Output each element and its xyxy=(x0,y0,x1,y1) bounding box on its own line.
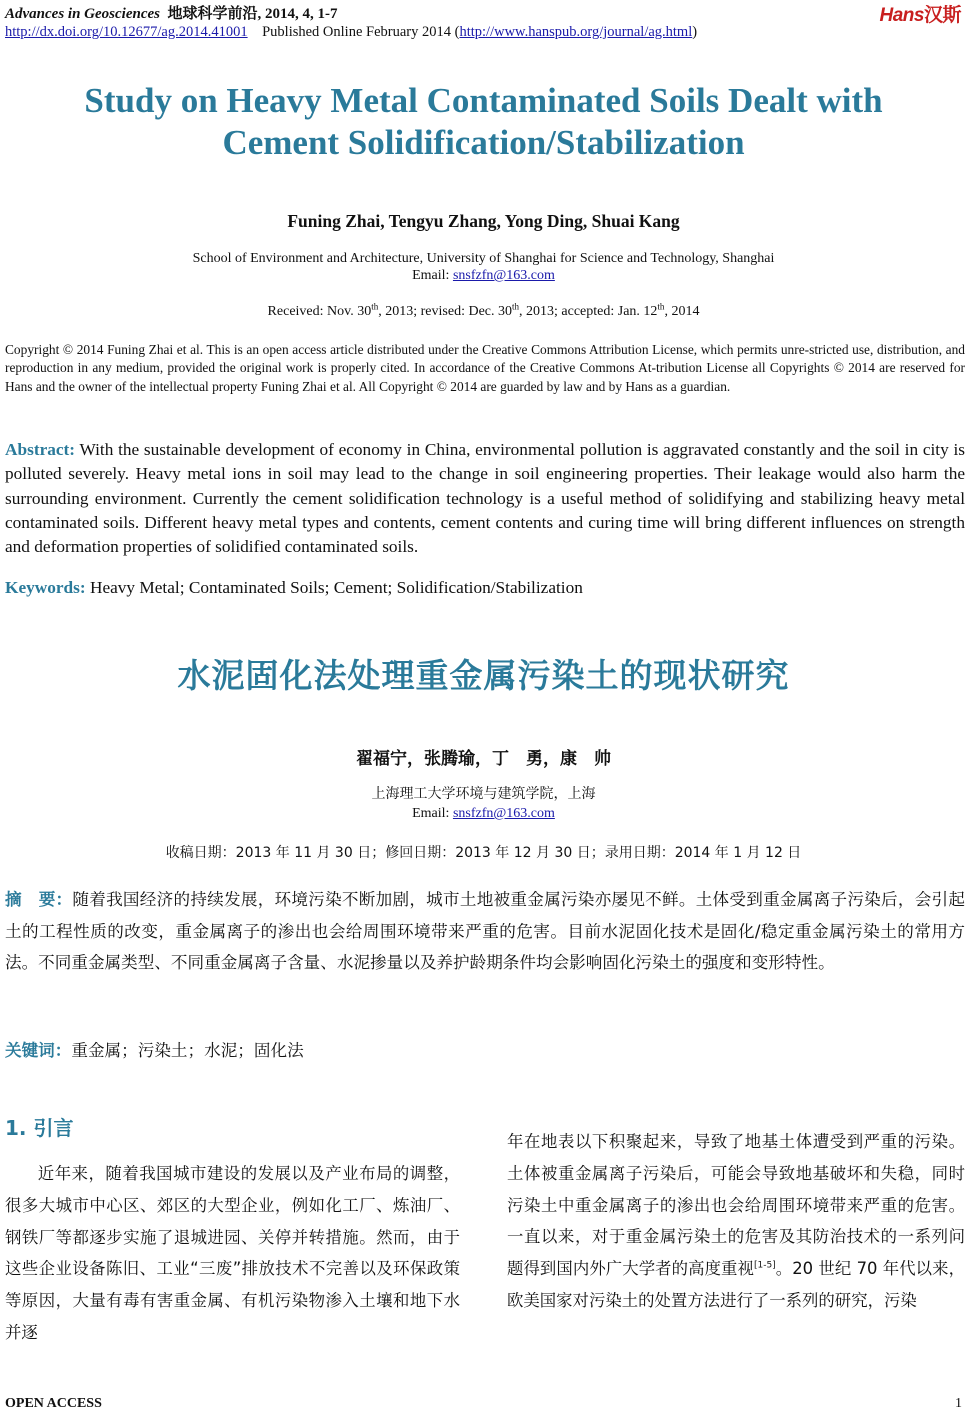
authors-zh: 翟福宁，张腾瑜，丁 勇，康 帅 xyxy=(356,749,611,769)
received-part: Received: Nov. 30 xyxy=(267,304,372,319)
published-suffix: ) xyxy=(692,24,698,40)
email-line-zh xyxy=(0,804,967,823)
body-column-right xyxy=(507,1126,965,1317)
page-number: 1 xyxy=(955,1396,962,1411)
keywords-label: Keywords: xyxy=(5,578,86,597)
section-1-heading: 1. 引言 xyxy=(5,1116,74,1140)
hans-logo xyxy=(880,0,961,27)
affiliation-en-block xyxy=(0,250,967,284)
keywords-zh xyxy=(5,1037,304,1061)
logo-text-en: Hans xyxy=(879,5,924,26)
abstract-zh-label: 摘 要： xyxy=(5,890,73,909)
abstract-text: With the sustainable development of economy in China, environmental pollution is aggravated constantly and the soil in city is polluted severely. Heavy metal ions in soil may lead to the change in soil engineering properties. Their leakage would also harm the surrounding environment. Currently the cement solidification technology is a useful method of solidifying and stabilizing heavy metal contaminated soils. Different heavy metal types and contents, cement contents and curing time will bring different influences on strength and deformation properties of solidified contaminated soils. xyxy=(5,440,965,557)
affiliation-en: School of Environment and Architecture, University of Shanghai for Science and Technology, Shanghai xyxy=(192,251,775,266)
doi-line xyxy=(5,24,697,41)
body-right-text: 年在地表以下积聚起来，导致了地基土体遭受到严重的污染。土体被重金属离子污染后，可能会导致地基破坏和失稳，同时污染土中重金属离子的渗出也会给周围环境带来严重的危害。一直以来，对于重金属污染土的危害及其防治技术的一系列问题得到国内外广大学者的高度重视 xyxy=(507,1132,965,1279)
keywords-en xyxy=(5,578,583,598)
copyright-notice: Copyright © 2014 Funing Zhai et al. This is an open access article distributed under the Creative Commons Attribution License, which permits unre-stricted use, distribution, and reproduction in any medium, provided the original work is properly cited. In accordance of the Creative Commons At-tribution License all Copyrights © 2014 are reserved for Hans and the owner of the intellectual property Funing Zhai et al. All Copyright © 2014 are guarded by law and by Hans as a guardian. xyxy=(5,342,965,394)
journal-header xyxy=(5,2,338,23)
ordinal-suffix: th xyxy=(512,301,520,312)
email-line-en xyxy=(0,267,967,284)
published-prefix: Published Online February 2014 ( xyxy=(262,24,460,40)
email-label: Email: xyxy=(412,806,453,821)
title-en-line-1: Study on Heavy Metal Contaminated Soils Dealt with xyxy=(84,81,883,120)
email-link-zh[interactable]: snsfzfn@163.com xyxy=(452,806,555,821)
journal-name-en: Advances in Geosciences xyxy=(5,6,160,22)
email-label: Email: xyxy=(412,268,453,283)
doi-link[interactable]: http://dx.doi.org/10.12677/ag.2014.41001 xyxy=(5,24,248,40)
accepted-part: , 2013; accepted: Jan. 12 xyxy=(519,304,658,319)
received-dates-zh: 收稿日期：2013 年 11 月 30 日；修回日期：2013 年 12 月 30 日；录用日期：2014 年 1 月 12 日 xyxy=(165,845,802,861)
journal-name-zh: 地球科学前沿 xyxy=(167,6,258,22)
year-part: , 2014 xyxy=(664,304,700,319)
affiliation-zh-block xyxy=(0,785,967,823)
email-link[interactable]: snsfzfn@163.com xyxy=(452,268,555,283)
keywords-text: Heavy Metal; Contaminated Soils; Cement; Solidification/Stabilization xyxy=(85,578,583,597)
ordinal-suffix: th xyxy=(657,301,665,312)
abstract-label: Abstract: xyxy=(5,440,76,459)
revised-part: , 2013; revised: Dec. 30 xyxy=(378,304,512,319)
citation-ref[interactable]: [1-5] xyxy=(753,1260,776,1271)
received-dates-en xyxy=(0,301,967,320)
journal-url-link[interactable]: http://www.hanspub.org/journal/ag.html xyxy=(459,24,693,40)
title-en-line-2: Cement Solidification/Stabilization xyxy=(222,123,745,162)
logo-text-zh: 汉斯 xyxy=(923,5,961,26)
journal-issue: , 2014, 4, 1-7 xyxy=(257,6,338,22)
body-right-text-cont: 。20 世纪 70 年代以来，欧美国家对污染土的处置方法进行了一系列的研究，污染 xyxy=(507,1259,966,1310)
authors-en: Funing Zhai, Tengyu Zhang, Yong Ding, Shuai Kang xyxy=(287,211,680,231)
affiliation-zh: 上海理工大学环境与建筑学院，上海 xyxy=(371,786,596,802)
open-access-label: OPEN ACCESS xyxy=(5,1396,102,1411)
keywords-zh-label: 关键词： xyxy=(5,1041,72,1060)
abstract-zh xyxy=(5,884,965,979)
abstract-en xyxy=(5,438,965,559)
title-zh: 水泥固化法处理重金属污染土的现状研究 xyxy=(177,656,790,695)
keywords-zh-text: 重金属；污染土；水泥；固化法 xyxy=(71,1041,304,1060)
abstract-zh-text: 随着我国经济的持续发展，环境污染不断加剧，城市土地被重金属污染亦屡见不鲜。土体受到重金属离子污染后，会引起土的工程性质的改变，重金属离子的渗出也会给周围环境带来严重的危害。目前水泥固化技术是固化/稳定重金属污染土的常用方法。不同重金属类型、不同重金属离子含量、水泥掺量以及养护龄期条件均会影响固化污染土的强度和变形特性。 xyxy=(5,890,966,973)
title-en xyxy=(0,80,967,164)
body-column-left: 近年来，随着我国城市建设的发展以及产业布局的调整，很多大城市中心区、郊区的大型企业，例如化工厂、炼油厂、钢铁厂等都逐步实施了退城进园、关停并转措施。然而，由于这些企业设备陈旧、工业“三废”排放技术不完善以及环保政策等原因，大量有毒有害重金属、有机污染物渗入土壤和地下水并逐 xyxy=(5,1164,460,1342)
ordinal-suffix: th xyxy=(371,301,379,312)
